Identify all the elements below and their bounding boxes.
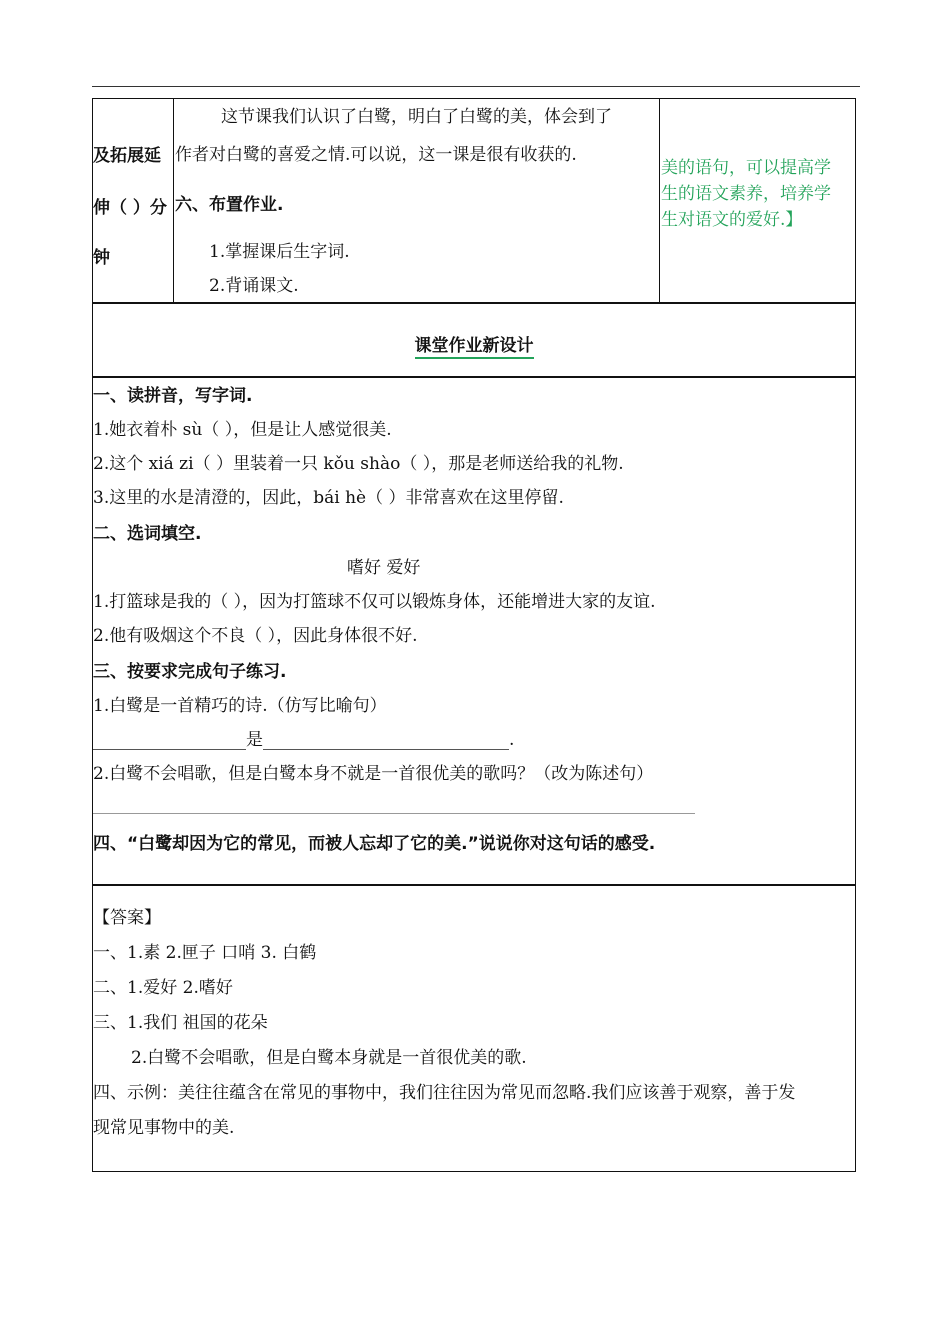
- homework-heading: 六、布置作业.: [175, 195, 284, 215]
- answer-line: 现常见事物中的美.: [93, 1118, 235, 1138]
- answer-line: 一、1.素 2.匣子 口哨 3. 白鹤: [93, 943, 317, 963]
- section-label-line: 伸（ ）分: [93, 198, 167, 218]
- design-note: 生的语文素养，培养学: [661, 184, 831, 204]
- answers-section: [92, 884, 856, 1172]
- exercise-item: 2.白鹭不会唱歌，但是白鹭本身不就是一首很优美的歌吗？（改为陈述句）: [93, 764, 654, 784]
- design-note: 生对语文的爱好.】: [661, 210, 803, 230]
- exercise-item: 2.这个 xiá zi（ ）里装着一只 kǒu shào（ ），那是老师送给我的礼物.: [93, 454, 624, 474]
- column-divider: [659, 99, 660, 303]
- answer-line[interactable]: [93, 813, 695, 814]
- exercise-item: 1.白鹭是一首精巧的诗.（仿写比喻句）: [93, 696, 387, 716]
- homework-item: 2.背诵课文.: [209, 276, 299, 296]
- exercise-item: 2.他有吸烟这个不良（ ），因此身体很不好.: [93, 626, 418, 646]
- exercises-section: [92, 376, 856, 886]
- answers-heading: 【答案】: [93, 908, 161, 928]
- exercise-item: 1.她衣着朴 sù（ ），但是让人感觉很美.: [93, 420, 392, 440]
- exercise-item: 1.打篮球是我的（ ），因为打篮球不仅可以锻炼身体，还能增进大家的友谊.: [93, 592, 656, 612]
- design-title-row: [92, 302, 856, 378]
- fill-in-line: 是 .: [93, 725, 514, 750]
- answer-line: 二、1.爱好 2.嗜好: [93, 978, 233, 998]
- summary-text: 作者对白鹭的喜爱之情.可以说，这一课是很有收获的.: [175, 145, 577, 165]
- summary-text: 这节课我们认识了白鹭，明白了白鹭的美，体会到了: [221, 107, 612, 127]
- exercise-heading: 一、读拼音，写字词.: [93, 386, 253, 406]
- homework-item: 1.掌握课后生字词.: [209, 242, 350, 262]
- header-rule: [92, 86, 860, 87]
- answer-line: 四、示例：美往往蕴含在常见的事物中，我们往往因为常见而忽略.我们应该善于观察，善于发: [93, 1083, 796, 1103]
- column-divider: [173, 99, 174, 303]
- answer-blank[interactable]: [263, 731, 509, 750]
- word-choices: 嗜好 爱好: [347, 558, 421, 578]
- exercise-item: 3.这里的水是清澄的，因此，bái hè（ ）非常喜欢在这里停留.: [93, 488, 564, 508]
- exercise-heading: 二、选词填空.: [93, 524, 202, 544]
- exercise-heading: 三、按要求完成句子练习.: [93, 662, 287, 682]
- exercise-heading: 四、“白鹭却因为它的常见，而被人忘却了它的美.”说说你对这句话的感受.: [93, 834, 656, 854]
- section-label-line: 及拓展延: [93, 146, 161, 166]
- section-label-line: 钟: [93, 248, 110, 268]
- answer-line: 2.白鹭不会唱歌，但是白鹭本身就是一首很优美的歌.: [131, 1048, 527, 1068]
- answer-blank[interactable]: [93, 731, 246, 750]
- answer-line: 三、1.我们 祖国的花朵: [93, 1013, 268, 1033]
- page-title: 课堂作业新设计: [415, 336, 534, 359]
- design-note: 美的语句，可以提高学: [661, 158, 831, 178]
- lesson-extension-row: [92, 98, 856, 304]
